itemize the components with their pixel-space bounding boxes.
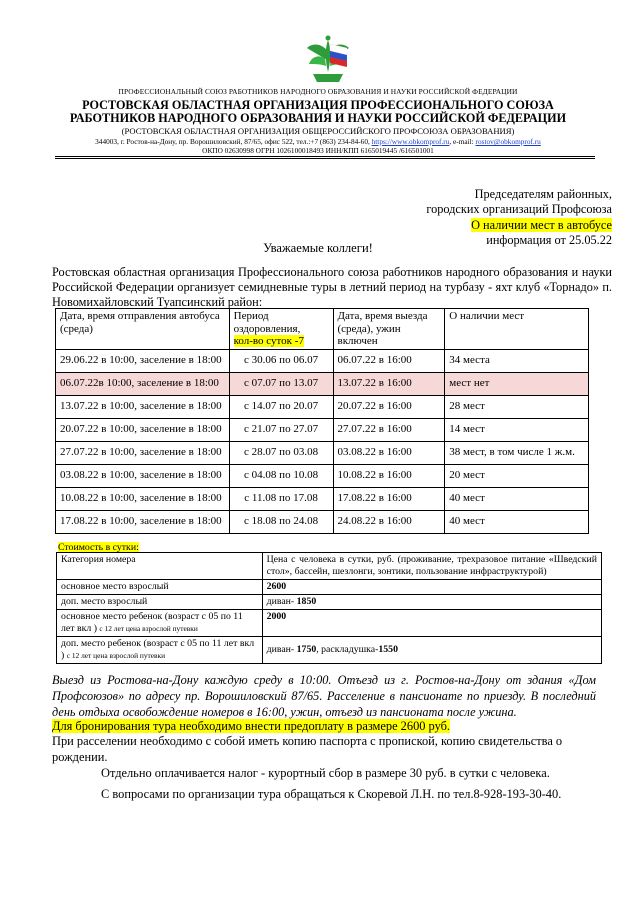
addressee-line1: Председателям районных, xyxy=(474,187,612,201)
availability-cell: 28 мест xyxy=(445,395,589,418)
cost-category xyxy=(57,610,263,637)
registration-codes: ОКПО 02630998 ОГРН 1026100018493 ИНН/КПП 6165019445 /616501001 xyxy=(202,146,434,155)
price-value: 1750 xyxy=(296,644,317,655)
intro-paragraph: Ростовская областная организация Профессионального союза работников народного образования и науки Российской Федерации организует семидневные туры в летний период на турбазу - яхт клуб «Торнадо» п. Новомихайловский Туапсинский район: xyxy=(52,265,612,309)
return-cell: 17.08.22 в 16:00 xyxy=(333,487,445,510)
table-row-full xyxy=(56,372,589,395)
availability-cell: 20 мест xyxy=(445,464,589,487)
departure-cell: 06.07.22в 10:00, заселение в 18:00 xyxy=(56,372,230,395)
period-cell: с 14.07 по 20.07 xyxy=(229,395,333,418)
cost-category xyxy=(57,637,263,664)
return-cell: 03.08.22 в 16:00 xyxy=(333,441,445,464)
org-name-line1: РОСТОВСКАЯ ОБЛАСТНАЯ ОРГАНИЗАЦИЯ ПРОФЕССИОНАЛЬНОГО СОЮЗА xyxy=(82,98,554,112)
org-subtitle: (РОСТОВСКАЯ ОБЛАСТНАЯ ОРГАНИЗАЦИЯ ОБЩЕРОССИЙСКОГО ПРОФСОЮЗА ОБРАЗОВАНИЯ) xyxy=(121,126,515,136)
prepayment-text: Для бронирования тура необходимо внести предоплату в размере 2600 руб. xyxy=(52,719,451,733)
cost-header-price: Цена с человека в сутки, руб. (проживание, трехразовое питание «Шведский стол», бассейн, шезлонги, зонтики, пользование инфраструктурой) xyxy=(262,553,601,580)
documents-note: При расселении необходимо с собой иметь копию паспорта с пропиской, копию свидетельства о рождении. xyxy=(52,734,563,764)
header-divider-2 xyxy=(55,158,595,159)
departure-cell: 29.06.22 в 10:00, заселение в 18:00 xyxy=(56,349,230,372)
category-note: с 12 лет цена взрослой путевки xyxy=(99,624,198,633)
table-row xyxy=(56,487,589,510)
category-text: доп. место ребенок (возраст с 05 по 11 лет вкл ) xyxy=(61,638,255,661)
union-name-line: ПРОФЕССИОНАЛЬНЫЙ СОЮЗ РАБОТНИКОВ НАРОДНОГО ОБРАЗОВАНИЯ И НАУКИ РОССИЙСКОЙ ФЕДЕРАЦИИ xyxy=(118,87,518,96)
address-text: 344003, г. Ростов-на-Дону, пр. Ворошиловский, 87/65, офис 522, тел.:+7 (863) 234-84-60, xyxy=(95,137,372,146)
availability-cell: 40 мест xyxy=(445,487,589,510)
greeting: Уважаемые коллеги! xyxy=(263,241,373,255)
schedule-table xyxy=(55,308,589,534)
price-value-2: 1550 xyxy=(378,644,398,655)
price-mid: , раскладушка- xyxy=(316,644,379,655)
union-logo xyxy=(303,30,353,85)
departure-cell: 20.07.22 в 10:00, заселение в 18:00 xyxy=(56,418,230,441)
period-cell: с 21.07 по 27.07 xyxy=(229,418,333,441)
period-cell: с 11.08 по 17.08 xyxy=(229,487,333,510)
return-cell: 06.07.22 в 16:00 xyxy=(333,349,445,372)
departure-cell: 17.08.22 в 10:00, заселение в 18:00 xyxy=(56,510,230,533)
price-value: 2600 xyxy=(266,581,287,592)
period-cell: с 28.07 по 03.08 xyxy=(229,441,333,464)
table-row xyxy=(56,510,589,533)
cost-price xyxy=(262,610,601,637)
prepayment-note xyxy=(52,719,450,735)
availability-cell: 38 мест, в том числе 1 ж.м. xyxy=(445,441,589,464)
header-period-label: Период оздоровления, xyxy=(233,310,301,335)
cost-row xyxy=(57,637,602,664)
period-cell: с 30.06 по 06.07 xyxy=(229,349,333,372)
header-availability: О наличии мест xyxy=(445,309,589,350)
cost-header-category: Категория номера xyxy=(57,553,263,580)
subject-line xyxy=(471,218,612,233)
return-cell: 27.07.22 в 16:00 xyxy=(333,418,445,441)
category-text: основное место ребенок (возраст с 05 по 11 лет вкл ) xyxy=(61,611,243,634)
availability-cell: 40 мест xyxy=(445,510,589,533)
contact-address xyxy=(0,137,636,146)
header-days-count: кол-во суток -7 xyxy=(233,335,304,347)
cost-category: доп. место взрослый xyxy=(57,595,263,610)
tax-note: Отдельно оплачивается налог - курортный сбор в размере 30 руб. в сутки с человека. xyxy=(101,766,550,780)
cost-header-row xyxy=(57,553,602,580)
departure-cell: 10.08.22 в 10:00, заселение в 18:00 xyxy=(56,487,230,510)
email-link[interactable]: rostov@obkomprof.ru xyxy=(475,137,541,146)
header-divider xyxy=(55,156,595,157)
price-prefix: диван- xyxy=(266,644,297,655)
departure-cell: 13.07.22 в 10:00, заселение в 18:00 xyxy=(56,395,230,418)
price-value: 2000 xyxy=(266,611,287,622)
addressee-line2: городских организаций Профсоюза xyxy=(426,202,612,216)
cost-category: основное место взрослый xyxy=(57,580,263,595)
info-date: информация от 25.05.22 xyxy=(486,233,612,247)
category-note: с 12 лет цена взрослой путевки xyxy=(66,651,166,660)
header-return: Дата, время выезда (среда), ужин включен xyxy=(333,309,445,350)
departure-note: Выезд из Ростова-на-Дону каждую среду в 10:00. Отъезд из г. Ростов-на-Дону от здания «Дом Профсоюзов» по адресу пр. Ворошиловский 87/65. Расселение в пансионате по приезду. В последний день отдыха освобождение номеров в 16:00, ужин, отъезд из пансионата после ужина. xyxy=(52,673,596,719)
return-cell: 10.08.22 в 16:00 xyxy=(333,464,445,487)
cost-row xyxy=(57,595,602,610)
period-cell: с 07.07 по 13.07 xyxy=(229,372,333,395)
departure-cell: 27.07.22 в 10:00, заселение в 18:00 xyxy=(56,441,230,464)
website-link[interactable]: https://www.obkomprof.ru xyxy=(371,137,450,146)
cost-label-text: Стоимость в сутки: xyxy=(58,542,139,553)
price-value: 1850 xyxy=(296,596,317,607)
schedule-header-row xyxy=(56,309,589,350)
return-cell: 24.08.22 в 16:00 xyxy=(333,510,445,533)
cost-price xyxy=(262,637,601,664)
availability-cell: мест нет xyxy=(445,372,589,395)
availability-cell: 14 мест xyxy=(445,418,589,441)
return-cell: 13.07.22 в 16:00 xyxy=(333,372,445,395)
contact-note: С вопросами по организации тура обращаться к Скоревой Л.Н. по тел.8-928-193-30-40. xyxy=(101,787,562,801)
cost-table xyxy=(56,552,602,664)
table-row xyxy=(56,464,589,487)
table-row xyxy=(56,395,589,418)
cost-row xyxy=(57,610,602,637)
cost-row xyxy=(57,580,602,595)
period-cell: с 04.08 по 10.08 xyxy=(229,464,333,487)
table-row xyxy=(56,349,589,372)
departure-cell: 03.08.22 в 10:00, заселение в 18:00 xyxy=(56,464,230,487)
org-name-line2: РАБОТНИКОВ НАРОДНОГО ОБРАЗОВАНИЯ И НАУКИ РОССИЙСКОЙ ФЕДЕРАЦИИ xyxy=(69,111,567,125)
return-cell: 20.07.22 в 16:00 xyxy=(333,395,445,418)
cost-price xyxy=(262,580,601,595)
availability-cell: 34 места xyxy=(445,349,589,372)
table-row xyxy=(56,418,589,441)
header-departure: Дата, время отправления автобуса (среда) xyxy=(56,309,230,350)
header-period xyxy=(229,309,333,350)
period-cell: с 18.08 по 24.08 xyxy=(229,510,333,533)
email-label: , e-mail: xyxy=(449,137,476,146)
table-row xyxy=(56,441,589,464)
price-prefix: диван- xyxy=(266,596,297,607)
subject-text: О наличии мест в автобусе xyxy=(471,218,612,232)
cost-price xyxy=(262,595,601,610)
